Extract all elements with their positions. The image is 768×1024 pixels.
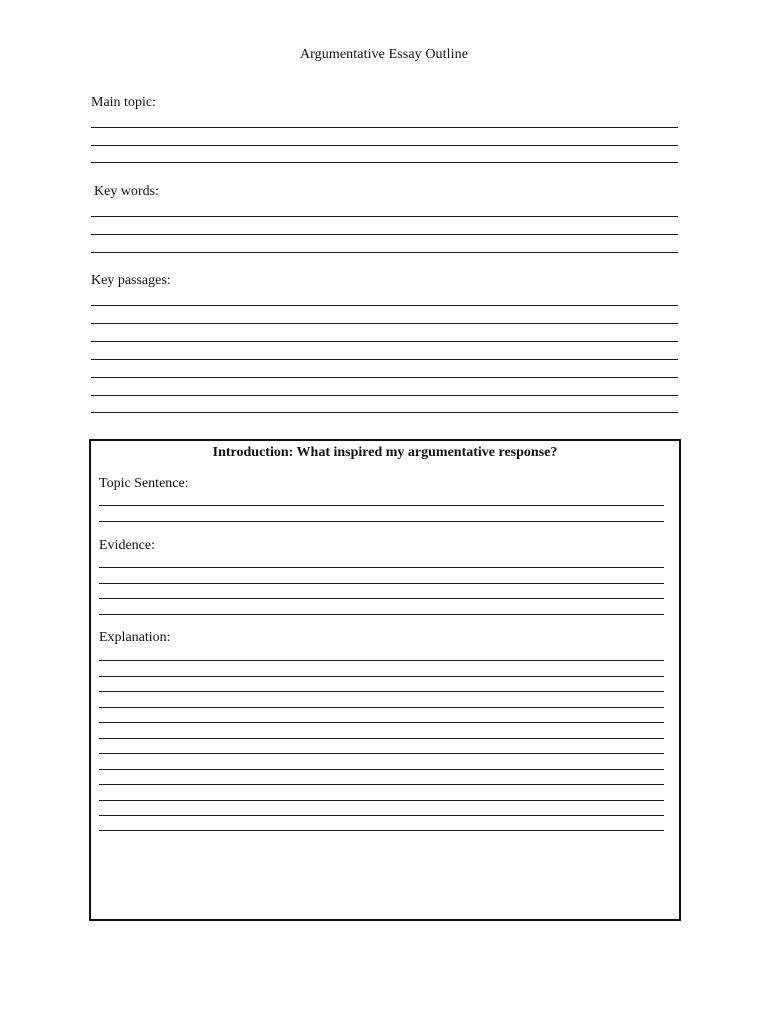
main-topic-label: Main topic:	[91, 95, 156, 110]
writing-line	[99, 521, 664, 522]
writing-line	[99, 815, 664, 816]
writing-line	[99, 784, 664, 785]
writing-line	[99, 769, 664, 770]
writing-line	[99, 800, 664, 801]
writing-line	[91, 412, 678, 413]
introduction-box	[89, 439, 681, 921]
writing-line	[91, 395, 678, 396]
writing-line	[99, 753, 664, 754]
writing-line	[99, 691, 664, 692]
writing-line	[91, 341, 678, 342]
writing-line	[99, 598, 664, 599]
topic-sentence-label: Topic Sentence:	[99, 476, 189, 491]
introduction-heading: Introduction: What inspired my argumentative response?	[212, 445, 558, 460]
writing-line	[99, 738, 664, 739]
evidence-label: Evidence:	[99, 538, 155, 553]
key-words-label: Key words:	[94, 184, 159, 199]
writing-line	[99, 583, 664, 584]
writing-line	[91, 323, 678, 324]
writing-line	[91, 127, 678, 128]
writing-line	[91, 377, 678, 378]
writing-line	[99, 505, 664, 506]
explanation-label: Explanation:	[99, 630, 171, 645]
writing-line	[99, 830, 664, 831]
writing-line	[91, 234, 678, 235]
writing-line	[91, 145, 678, 146]
writing-line	[91, 305, 678, 306]
writing-line	[91, 359, 678, 360]
writing-line	[99, 676, 664, 677]
writing-line	[99, 722, 664, 723]
writing-line	[99, 567, 664, 568]
writing-line	[91, 216, 678, 217]
writing-line	[99, 614, 664, 615]
writing-line	[91, 252, 678, 253]
key-passages-label: Key passages:	[91, 273, 171, 288]
page-title: Argumentative Essay Outline	[299, 47, 469, 62]
writing-line	[91, 162, 678, 163]
writing-line	[99, 660, 664, 661]
writing-line	[99, 707, 664, 708]
